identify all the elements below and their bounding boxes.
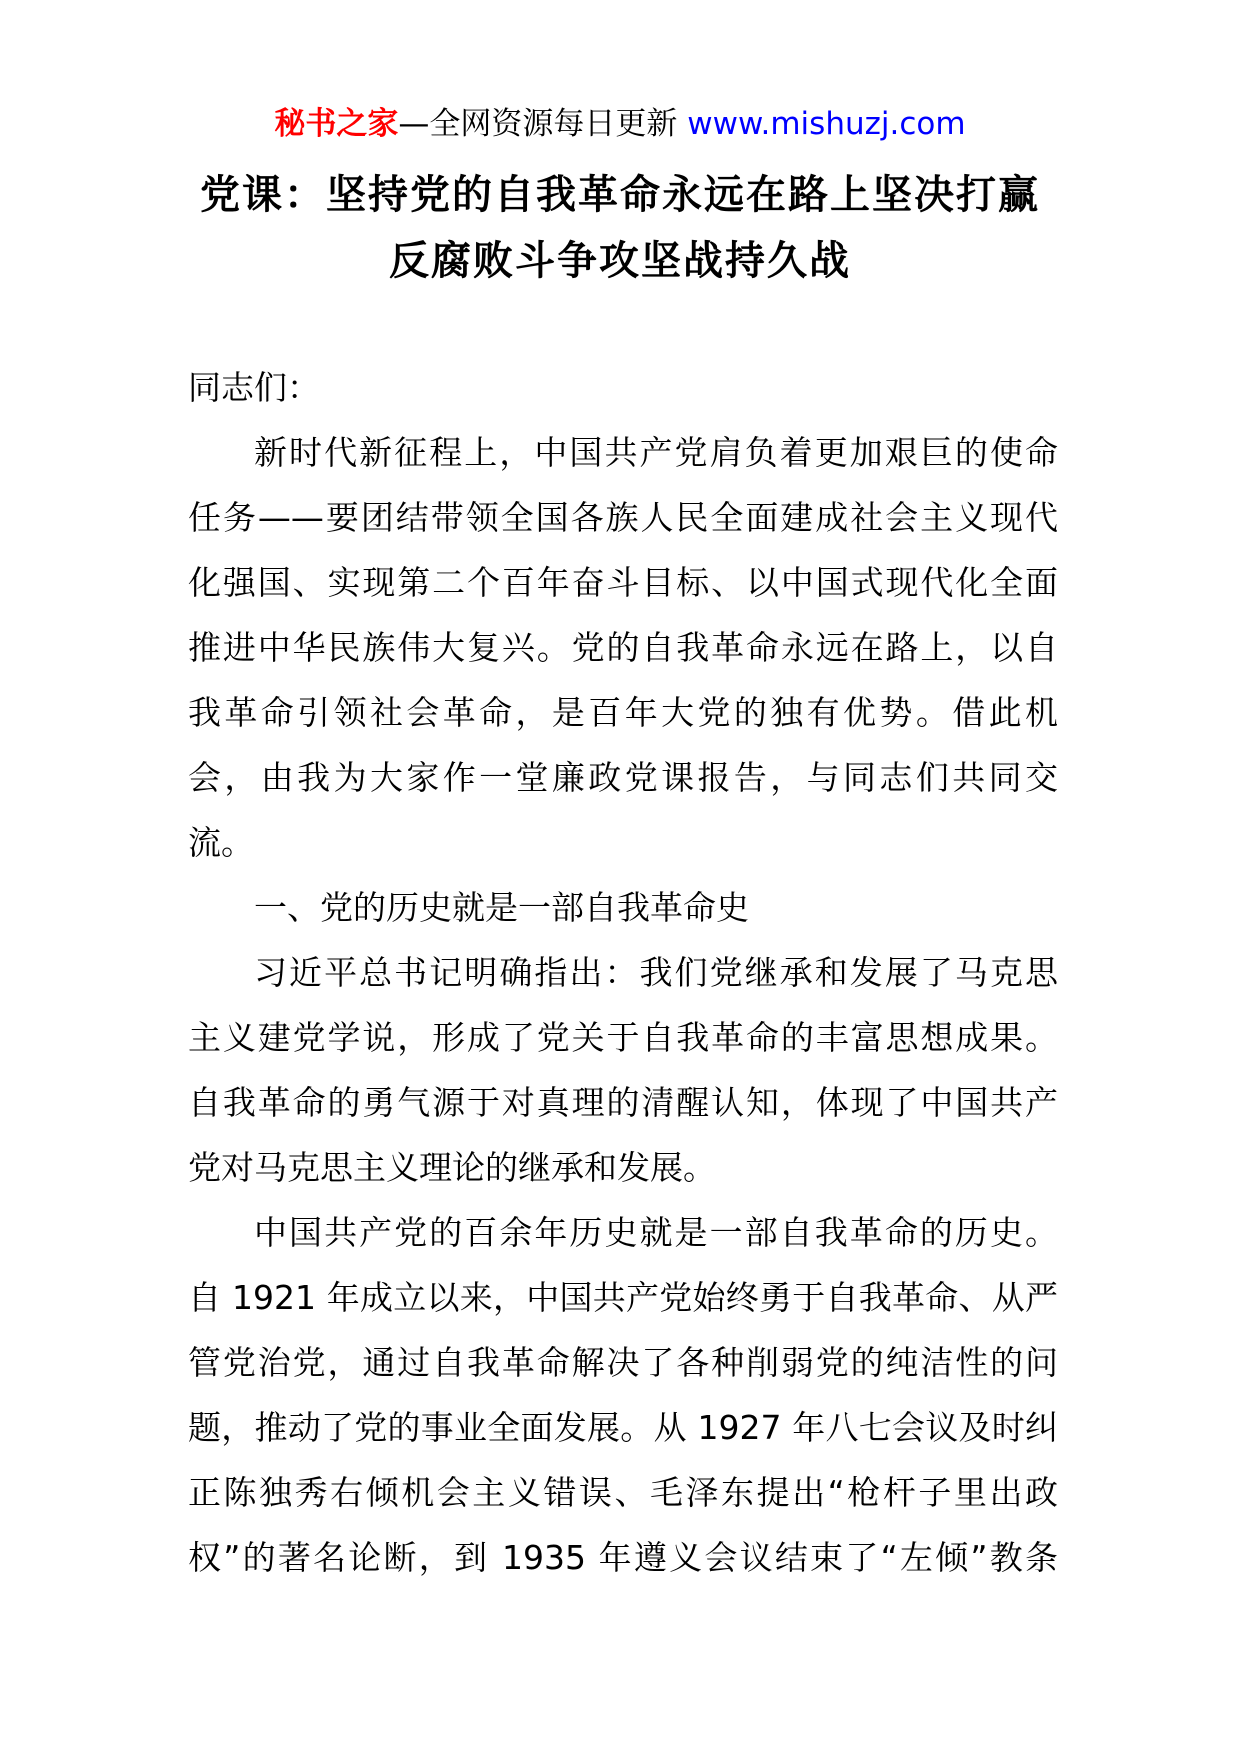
paragraph-line: 权”的著名论断，到 1935 年遵义会议结束了“左倾”教条 — [188, 1538, 1058, 1577]
paragraph-line: 流。 — [188, 823, 254, 862]
paragraph-line: 自我革命的勇气源于对真理的清醒认知，体现了中国共产 — [188, 1083, 1058, 1122]
paragraph-line: 我革命引领社会革命，是百年大党的独有优势。借此机 — [188, 693, 1058, 732]
paragraph-line: 题，推动了党的事业全面发展。从 1927 年八七会议及时纠 — [188, 1408, 1058, 1447]
site-tagline: —全网资源每日更新 — [398, 106, 678, 142]
site-header — [0, 102, 1240, 146]
paragraph-line: 党对马克思主义理论的继承和发展。 — [188, 1148, 716, 1187]
paragraph-line: 自 1921 年成立以来，中国共产党始终勇于自我革命、从严 — [188, 1278, 1058, 1317]
paragraph-line: 习近平总书记明确指出：我们党继承和发展了马克思 — [254, 953, 1058, 992]
paragraph-line: 中国共产党的百余年历史就是一部自我革命的历史。 — [254, 1213, 1058, 1252]
document-title — [150, 162, 1090, 294]
title-line: 反腐败斗争攻坚战持久战 — [389, 238, 851, 284]
site-brand: 秘书之家 — [274, 106, 399, 142]
paragraph-line: 化强国、实现第二个百年奋斗目标、以中国式现代化全面 — [188, 563, 1058, 602]
paragraph-line: 会，由我为大家作一堂廉政党课报告，与同志们共同交 — [188, 758, 1058, 797]
salutation: 同志们： — [188, 368, 320, 407]
paragraph-line: 推进中华民族伟大复兴。党的自我革命永远在路上，以自 — [188, 628, 1058, 667]
paragraph-line: 正陈独秀右倾机会主义错误、毛泽东提出“枪杆子里出政 — [188, 1473, 1058, 1512]
paragraph-line: 主义建党学说，形成了党关于自我革命的丰富思想成果。 — [188, 1018, 1058, 1057]
paragraph-line: 新时代新征程上，中国共产党肩负着更加艰巨的使命 — [254, 433, 1058, 472]
site-url-link[interactable]: www.mishuzj.com — [687, 106, 966, 142]
section-heading: 一、党的历史就是一部自我革命史 — [254, 888, 749, 927]
title-line: 党课：坚持党的自我革命永远在路上坚决打赢 — [200, 172, 1040, 218]
paragraph-line: 管党治党，通过自我革命解决了各种削弱党的纯洁性的问 — [188, 1343, 1058, 1382]
document-body — [188, 355, 1058, 1590]
paragraph-line: 任务——要团结带领全国各族人民全面建成社会主义现代 — [188, 498, 1058, 537]
